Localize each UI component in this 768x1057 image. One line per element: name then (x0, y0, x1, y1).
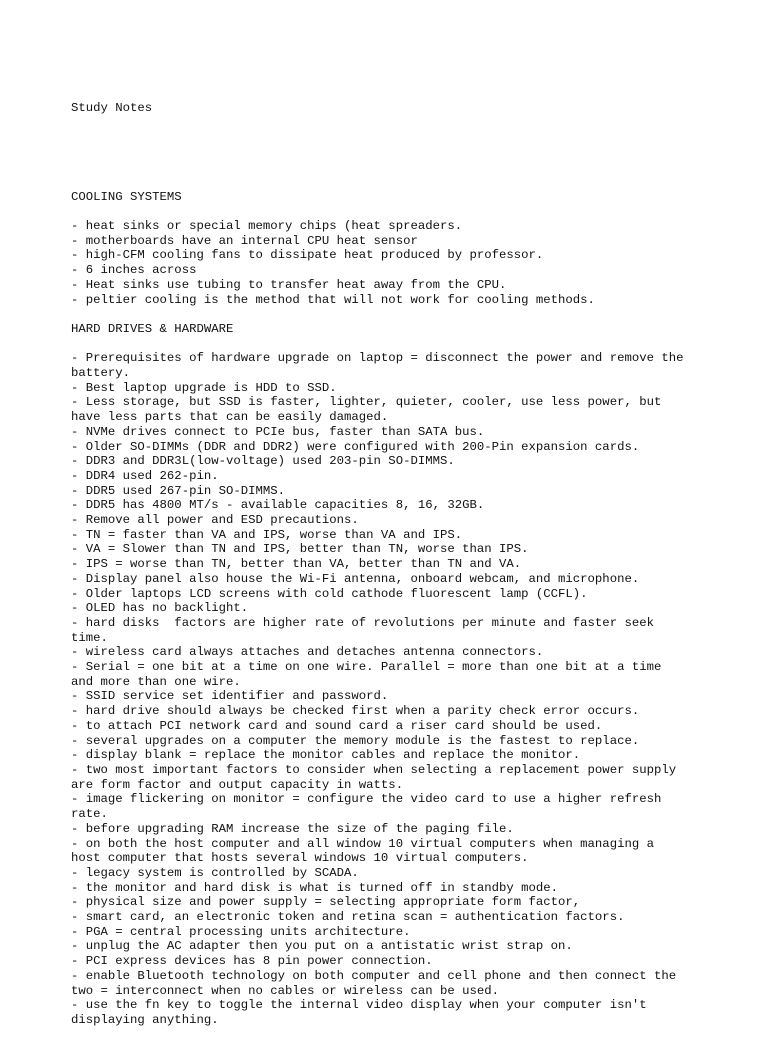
note-line: - enable Bluetooth technology on both computer and cell phone and then connect the (71, 968, 677, 983)
note-line: - VA = Slower than TN and IPS, better than TN, worse than IPS. (71, 542, 529, 557)
note-line: - NVMe drives connect to PCIe bus, faster than SATA bus. (71, 424, 485, 439)
note-line: two = interconnect when no cables or wireless can be used. (71, 983, 500, 998)
note-line: - the monitor and hard disk is what is turned off in standby mode. (71, 880, 559, 895)
spacer (71, 204, 711, 219)
note-line: - DDR3 and DDR3L(low-voltage) used 203-pin SO-DIMMS. (71, 454, 455, 469)
note-line: - SSID service set identifier and password. (71, 689, 389, 704)
note-line: - motherboards have an internal CPU heat sensor (71, 233, 418, 248)
sections-container (71, 190, 711, 1028)
document-body (71, 72, 711, 1057)
section-heading: COOLING SYSTEMS (71, 189, 182, 204)
note-line: - several upgrades on a computer the memory module is the fastest to replace. (71, 733, 640, 748)
note-line: - high-CFM cooling fans to dissipate heat produced by professor. (71, 248, 544, 263)
note-line: - to attach PCI network card and sound card a riser card should be used. (71, 718, 603, 733)
note-line: - PGA = central processing units architecture. (71, 924, 411, 939)
note-line: - IPS = worse than TN, better than VA, better than TN and VA. (71, 557, 522, 572)
note-line: - DDR4 used 262-pin. (71, 468, 219, 483)
note-line: - physical size and power supply = selecting appropriate form factor, (71, 895, 581, 910)
note-line: time. (71, 630, 108, 645)
note-line: - Remove all power and ESD precautions. (71, 513, 359, 528)
note-line: - Prerequisites of hardware upgrade on laptop = disconnect the power and remove the (71, 351, 684, 366)
note-line: - before upgrading RAM increase the size of the paging file. (71, 821, 514, 836)
note-line: - Heat sinks use tubing to transfer heat away from the CPU. (71, 277, 507, 292)
note-line: have less parts that can be easily damaged. (71, 410, 389, 425)
note-line: - heat sinks or special memory chips (heat spreaders. (71, 219, 463, 233)
spacer (71, 146, 711, 161)
note-line: - wireless card always attaches and detaches antenna connectors. (71, 645, 544, 660)
section-heading: HARD DRIVES & HARDWARE (71, 321, 234, 336)
note-line: and more than one wire. (71, 674, 241, 689)
note-line: - two most important factors to consider when selecting a replacement power supply (71, 762, 677, 777)
note-line: - peltier cooling is the method that will not work for cooling methods. (71, 292, 595, 307)
note-line: - Older laptops LCD screens with cold cathode fluorescent lamp (CCFL). (71, 586, 588, 601)
note-line: - TN = faster than VA and IPS, worse than VA and IPS. (71, 527, 463, 542)
note-line: - PCI express devices has 8 pin power connection. (71, 954, 433, 969)
note-line: - smart card, an electronic token and retina scan = authentication factors. (71, 910, 625, 925)
note-line: host computer that hosts several windows 10 virtual computers. (71, 851, 529, 866)
note-line: - Less storage, but SSD is faster, lighter, quieter, cooler, use less power, but (71, 395, 662, 410)
note-line: - OLED has no backlight. (71, 601, 249, 616)
note-line: battery. (71, 366, 131, 380)
note-line: are form factor and output capacity in watts. (71, 777, 404, 792)
note-line: displaying anything. (71, 1012, 219, 1027)
note-line: - Display panel also house the Wi-Fi antenna, onboard webcam, and microphone. (71, 571, 640, 586)
note-line: - hard disks factors are higher rate of revolutions per minute and faster seek (71, 615, 654, 630)
note-line: - Serial = one bit at a time on one wire. Parallel = more than one bit at a time (71, 660, 662, 675)
note-line: - use the fn key to toggle the internal video display when your computer isn't (71, 998, 647, 1013)
note-line: rate. (71, 807, 108, 822)
note-line: - Best laptop upgrade is HDD to SSD. (71, 380, 337, 395)
note-line: - DDR5 has 4800 MT/s - available capacities 8, 16, 32GB. (71, 498, 485, 513)
note-line: - legacy system is controlled by SCADA. (71, 865, 359, 880)
note-line: - display blank = replace the monitor cables and replace the monitor. (71, 748, 581, 763)
note-line: - unplug the AC adapter then you put on a antistatic wrist strap on. (71, 939, 573, 954)
note-line: - image flickering on monitor = configure the video card to use a higher refresh (71, 792, 662, 807)
spacer (71, 337, 711, 352)
note-line: - Older SO-DIMMs (DDR and DDR2) were configured with 200-Pin expansion cards. (71, 439, 640, 454)
note-line: - DDR5 used 267-pin SO-DIMMS. (71, 483, 286, 498)
note-line: - on both the host computer and all window 10 virtual computers when managing a (71, 836, 654, 851)
note-line: - hard drive should always be checked first when a parity check error occurs. (71, 704, 640, 719)
note-line: - 6 inches across (71, 263, 197, 278)
spacer (71, 307, 711, 322)
document-title: Study Notes (71, 101, 153, 116)
